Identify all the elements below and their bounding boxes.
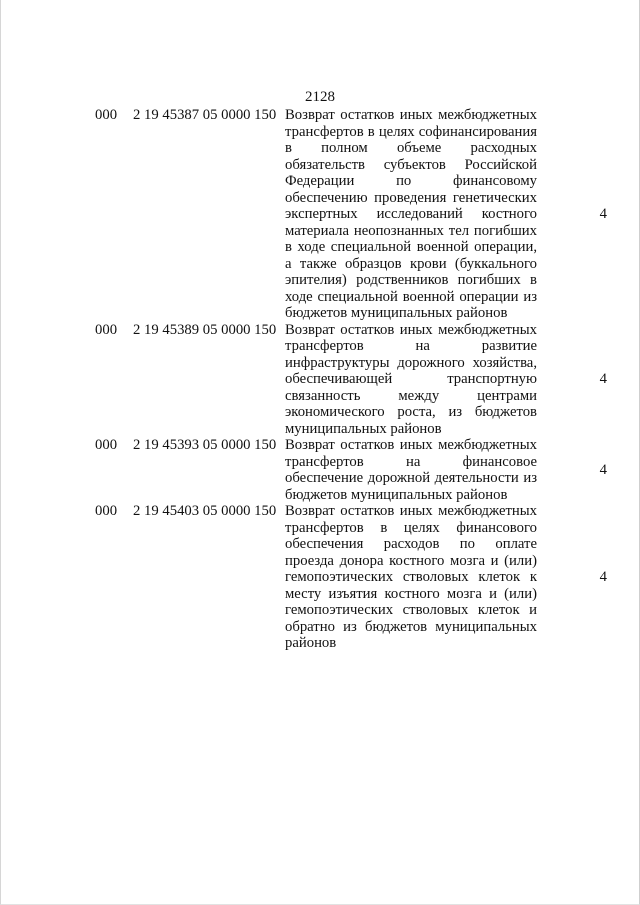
revenue-description: Возврат остатков иных межбюджетных трансфертов в целях софинансирования в полном объеме расходных обязательств субъектов Российской Федерации по финансовому обеспечению проведения генетических экспертных исследований костного материала неопознанных тел погибших в ходе специальной военной операции, а также образцов крови (буккального эпителия) родственников погибших в ходе специальной военной операции из бюджетов муниципальных районов (285, 107, 537, 321)
amount: 4 (599, 461, 607, 478)
amount: 4 (599, 569, 607, 585)
admin-code: 000 (95, 321, 118, 338)
amount: 4 (599, 371, 607, 387)
revenue-description: Возврат остатков иных межбюджетных трансфертов на развитие инфраструктуры дорожного хозяйства, обеспечивающей транспортную связанность между центрами экономического роста, из бюджетов муниципальных районов (285, 321, 537, 437)
admin-code: 000 (95, 107, 118, 123)
table-row (95, 107, 615, 322)
budget-classification-code: 2 19 45389 05 0000 150 (133, 321, 277, 338)
budget-codes-table (95, 107, 615, 652)
admin-code: 000 (95, 503, 118, 519)
budget-classification-code: 2 19 45393 05 0000 150 (133, 437, 277, 453)
table-row (95, 322, 615, 438)
table-row (95, 503, 615, 652)
budget-classification-code: 2 19 45387 05 0000 150 (133, 107, 277, 123)
admin-code: 000 (95, 437, 118, 453)
amount: 4 (599, 206, 607, 222)
page-number: 2128 (305, 89, 335, 105)
revenue-description: Возврат остатков иных межбюджетных трансфертов в целях финансового обеспечения расходов по оплате проезда донора костного мозга и (или) гемопоэтических стволовых клеток к месту изъятия костного мозга и (или) гемопоэтических стволовых клеток и обратно из бюджетов муниципальных районов (285, 503, 537, 651)
revenue-description: Возврат остатков иных межбюджетных трансфертов на финансовое обеспечение дорожной деятельности из бюджетов муниципальных районов (285, 437, 537, 503)
table-row (95, 437, 615, 503)
budget-classification-code: 2 19 45403 05 0000 150 (133, 503, 277, 519)
